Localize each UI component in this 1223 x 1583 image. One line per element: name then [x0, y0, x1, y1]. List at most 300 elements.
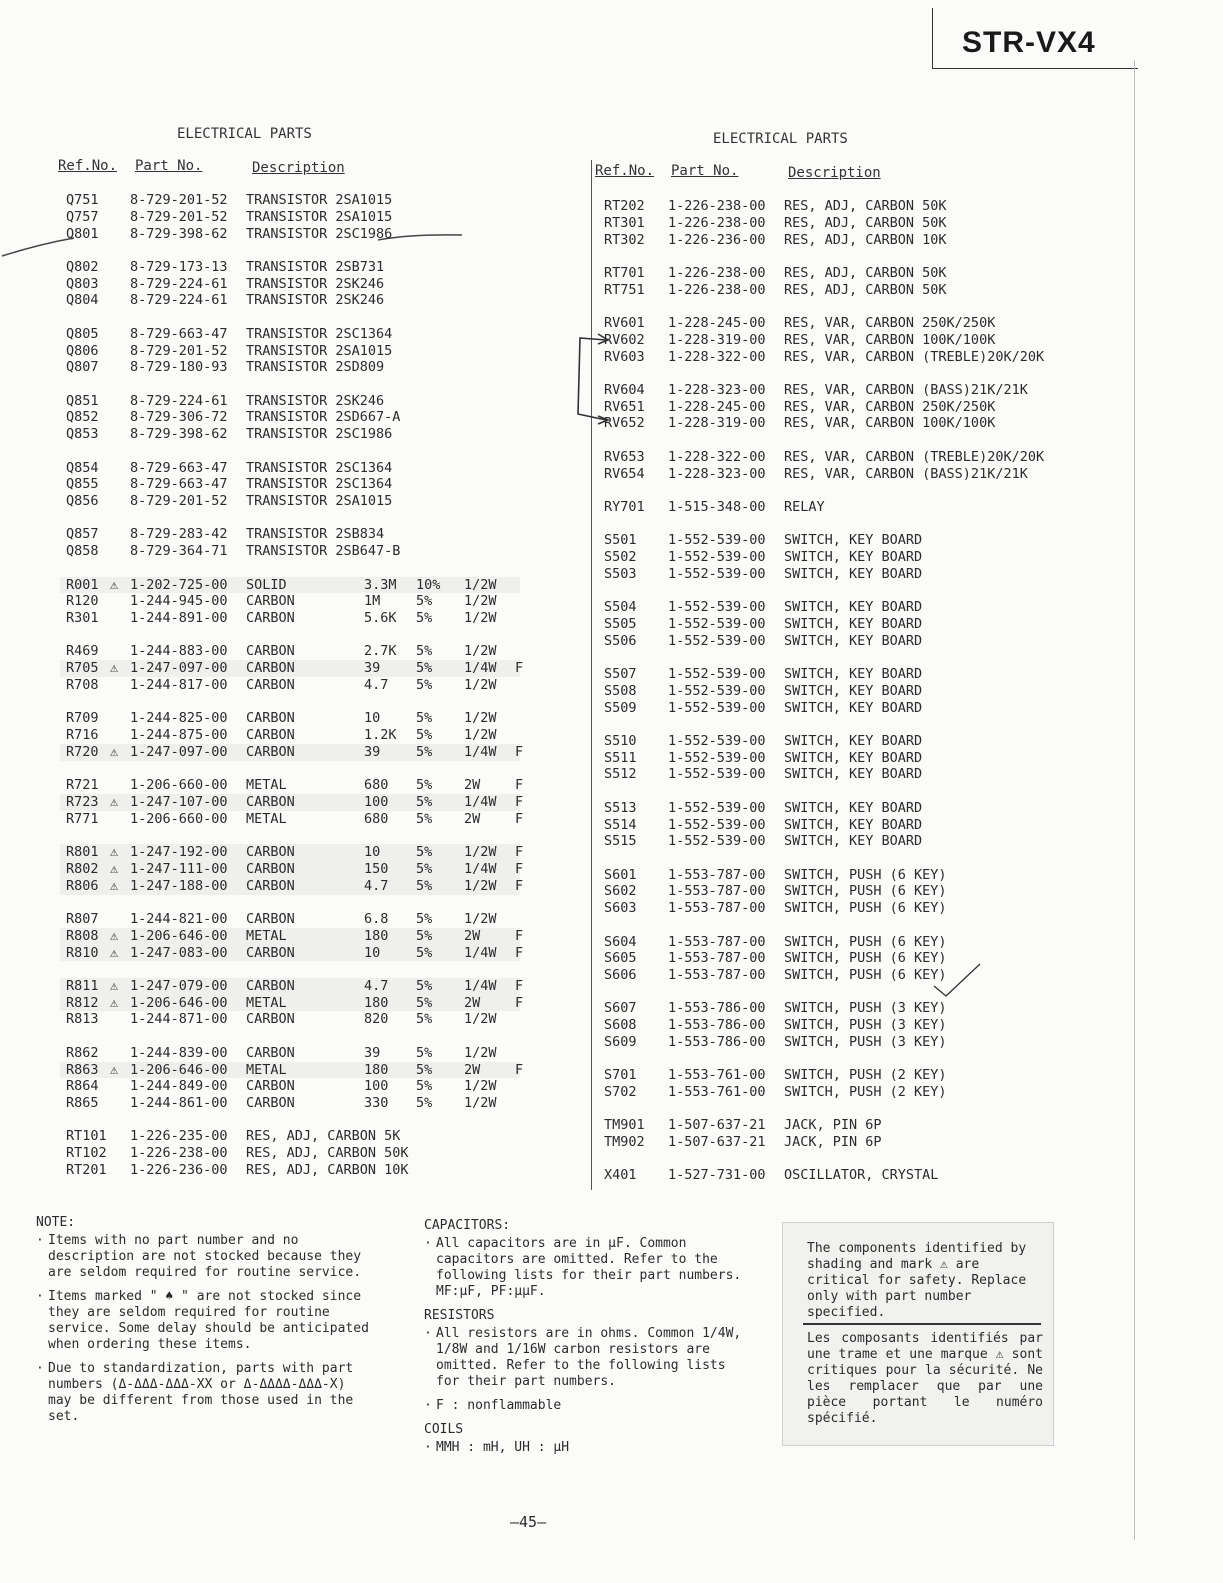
part-number: 8-729-201-52 — [130, 342, 228, 359]
ref-number: R705 — [66, 660, 99, 677]
safety-mark-icon: ⚠ — [110, 1061, 119, 1078]
part-number: 1-507-637-21 — [668, 1117, 766, 1134]
tolerance: 5% — [416, 1061, 433, 1078]
resistance-value: 180 — [364, 927, 389, 944]
part-row — [66, 343, 546, 360]
ref-number: RT751 — [604, 281, 645, 298]
part-number: 1-527-731-00 — [668, 1167, 766, 1184]
part-row — [604, 232, 1114, 249]
wattage: 2W — [464, 777, 481, 794]
part-number: 1-552-539-00 — [668, 632, 766, 649]
wattage: 1/2W — [464, 1044, 497, 1061]
part-number: 8-729-173-13 — [130, 258, 228, 275]
part-row — [604, 1017, 1114, 1034]
part-number: 8-729-201-52 — [130, 208, 228, 225]
description: SWITCH, PUSH (3 KEY) — [784, 1017, 947, 1034]
resistance-value: 2.7K — [364, 643, 397, 660]
part-row — [604, 934, 1114, 951]
ref-number: R120 — [66, 593, 99, 610]
part-row — [604, 1134, 1114, 1151]
description: JACK, PIN 6P — [784, 1134, 882, 1151]
ref-number: R807 — [66, 911, 99, 927]
ref-number: S504 — [604, 599, 637, 616]
description: CARBON — [246, 1044, 295, 1061]
ref-number: R811 — [66, 977, 99, 994]
ref-number: S505 — [604, 615, 637, 632]
ref-number: RV654 — [604, 465, 645, 482]
ref-number: TM902 — [604, 1134, 645, 1151]
resistance-value: 100 — [364, 1078, 389, 1095]
part-number: 1-247-188-00 — [130, 877, 228, 894]
description: TRANSISTOR 2SA1015 — [246, 342, 393, 359]
part-number: 1-228-322-00 — [668, 448, 766, 465]
part-number: 1-247-079-00 — [130, 977, 228, 994]
part-row — [604, 950, 1114, 967]
description: RES, VAR, CARBON 250K/250K — [784, 314, 996, 331]
group-gap — [604, 984, 1114, 1001]
part-row — [66, 710, 546, 727]
group-gap — [604, 716, 1114, 733]
part-row — [604, 1084, 1114, 1101]
pen-arrow-mark — [0, 226, 470, 266]
description: SOLID — [246, 576, 287, 593]
part-row — [66, 610, 546, 627]
part-number: 1-244-825-00 — [130, 710, 228, 727]
nonflammable-flag: F — [515, 944, 524, 961]
part-row — [604, 349, 1114, 366]
description: SWITCH, KEY BOARD — [784, 699, 923, 716]
part-number: 8-729-398-62 — [130, 225, 228, 242]
description: CARBON — [246, 593, 295, 610]
wattage: 1/2W — [464, 877, 497, 894]
ref-number: S605 — [604, 950, 637, 967]
tolerance: 5% — [416, 777, 433, 794]
part-number: 1-226-238-00 — [130, 1145, 228, 1162]
part-row — [66, 978, 546, 995]
ref-number: Q858 — [66, 543, 99, 560]
nonflammable-flag: F — [515, 777, 524, 794]
tolerance: 5% — [416, 927, 433, 944]
tolerance: 5% — [416, 727, 433, 744]
part-number: 1-552-539-00 — [668, 682, 766, 699]
safety-notice-english: The components identified by shading and mark ⚠ are critical for safety. Replace only with part number specified. — [807, 1241, 1027, 1320]
ref-number: S602 — [604, 883, 637, 900]
part-row — [66, 393, 546, 410]
group-gap — [66, 376, 546, 393]
group-gap — [66, 560, 546, 577]
description: SWITCH, PUSH (2 KEY) — [784, 1084, 947, 1101]
resistance-value: 1M — [364, 593, 381, 610]
ref-number: S506 — [604, 632, 637, 649]
part-number: 1-247-097-00 — [130, 660, 228, 677]
description: RES, VAR, CARBON 100K/100K — [784, 331, 996, 348]
description: SWITCH, KEY BOARD — [784, 833, 923, 850]
resistance-value: 4.7 — [364, 877, 389, 894]
part-number: 1-226-235-00 — [130, 1128, 228, 1145]
part-row — [66, 794, 546, 811]
part-number: 1-206-660-00 — [130, 810, 228, 827]
wattage: 2W — [464, 994, 481, 1011]
wattage: 1/4W — [464, 743, 497, 760]
ref-number: S507 — [604, 665, 637, 682]
ref-number: S511 — [604, 749, 637, 766]
part-number: 1-226-238-00 — [668, 214, 766, 231]
part-row — [66, 1045, 546, 1062]
group-gap — [604, 1151, 1114, 1168]
coils-note: · MMH : mH, UH : μH — [424, 1440, 754, 1456]
part-row — [66, 1062, 546, 1079]
group-gap — [66, 1028, 546, 1045]
ref-number: Q803 — [66, 275, 99, 292]
part-number: 1-552-539-00 — [668, 833, 766, 850]
part-number: 1-553-787-00 — [668, 967, 766, 984]
description: METAL — [246, 810, 287, 827]
description: TRANSISTOR 2SK246 — [246, 275, 385, 292]
part-row — [66, 543, 546, 560]
ref-number: R862 — [66, 1044, 99, 1061]
ref-number: R723 — [66, 794, 99, 811]
description: CARBON — [246, 944, 295, 961]
part-row — [66, 460, 546, 477]
ref-number: R301 — [66, 610, 99, 627]
left-header-part: Part No. — [135, 158, 203, 174]
description: TRANSISTOR 2SA1015 — [246, 192, 393, 208]
group-gap — [604, 583, 1114, 600]
ref-number: R810 — [66, 944, 99, 961]
tolerance: 5% — [416, 794, 433, 811]
part-number: 1-552-539-00 — [668, 599, 766, 616]
ref-number: R721 — [66, 777, 99, 794]
description: TRANSISTOR 2SC1364 — [246, 459, 393, 476]
description: RES, ADJ, CARBON 50K — [784, 281, 947, 298]
ref-number: R802 — [66, 860, 99, 877]
part-number: 1-244-839-00 — [130, 1044, 228, 1061]
description: RELAY — [784, 498, 825, 515]
part-number: 8-729-663-47 — [130, 459, 228, 476]
ref-number: Q757 — [66, 208, 99, 225]
description: CARBON — [246, 877, 295, 894]
safety-mark-icon: ⚠ — [110, 877, 119, 894]
part-number: 1-552-539-00 — [668, 732, 766, 749]
description: CARBON — [246, 860, 295, 877]
group-gap — [66, 309, 546, 326]
ref-number: Q751 — [66, 192, 99, 208]
part-number: 1-206-646-00 — [130, 1061, 228, 1078]
part-number: 1-244-849-00 — [130, 1078, 228, 1095]
description: SWITCH, PUSH (2 KEY) — [784, 1067, 947, 1084]
ref-number: Q853 — [66, 426, 99, 443]
resistance-value: 6.8 — [364, 911, 389, 927]
right-header-part: Part No. — [671, 163, 739, 179]
part-number: 1-552-539-00 — [668, 665, 766, 682]
resistance-value: 3.3M — [364, 576, 397, 593]
description: TRANSISTOR 2SB647-B — [246, 543, 401, 560]
ref-number: R001 — [66, 576, 99, 593]
wattage: 1/2W — [464, 677, 497, 694]
part-number: 8-729-398-62 — [130, 426, 228, 443]
part-row — [604, 683, 1114, 700]
resistance-value: 680 — [364, 777, 389, 794]
part-row — [66, 677, 546, 694]
description: METAL — [246, 777, 287, 794]
ref-number: Q856 — [66, 493, 99, 510]
wattage: 2W — [464, 1061, 481, 1078]
part-row — [604, 666, 1114, 683]
part-row — [66, 643, 546, 660]
description: SWITCH, PUSH (6 KEY) — [784, 967, 947, 984]
description: TRANSISTOR 2SC1986 — [246, 426, 393, 443]
description: CARBON — [246, 710, 295, 727]
part-number: 1-553-761-00 — [668, 1067, 766, 1084]
description: CARBON — [246, 844, 295, 861]
group-gap — [66, 443, 546, 460]
part-row — [66, 593, 546, 610]
group-gap — [66, 694, 546, 711]
part-row — [604, 566, 1114, 583]
resistance-value: 1.2K — [364, 727, 397, 744]
ref-number: R801 — [66, 844, 99, 861]
part-number: 1-226-236-00 — [130, 1162, 228, 1179]
group-gap — [604, 1101, 1114, 1118]
model-title: STR-VX4 — [962, 26, 1096, 59]
part-number: 1-552-539-00 — [668, 699, 766, 716]
part-row — [604, 382, 1114, 399]
part-row — [66, 777, 546, 794]
part-number: 8-729-364-71 — [130, 543, 228, 560]
part-row — [604, 499, 1114, 516]
group-gap — [604, 432, 1114, 449]
ref-number: X401 — [604, 1167, 637, 1184]
part-number: 1-552-539-00 — [668, 532, 766, 549]
part-row — [66, 995, 546, 1012]
part-number: 1-553-786-00 — [668, 1033, 766, 1050]
part-row — [604, 599, 1114, 616]
ref-number: Q857 — [66, 526, 99, 543]
ref-number: RT701 — [604, 264, 645, 281]
ref-number: S608 — [604, 1017, 637, 1034]
ref-number: S501 — [604, 532, 637, 549]
resistance-value: 180 — [364, 1061, 389, 1078]
resistance-value: 10 — [364, 944, 381, 961]
ref-number: R709 — [66, 710, 99, 727]
description: METAL — [246, 927, 287, 944]
group-gap — [604, 649, 1114, 666]
description: TRANSISTOR 2SC1364 — [246, 325, 393, 342]
left-header-ref: Ref.No. — [58, 158, 118, 174]
tolerance: 5% — [416, 977, 433, 994]
part-row — [66, 192, 546, 209]
part-number: 1-552-539-00 — [668, 615, 766, 632]
resistance-value: 330 — [364, 1095, 389, 1112]
description: CARBON — [246, 743, 295, 760]
ref-number: S604 — [604, 933, 637, 950]
coils-heading: COILS — [424, 1422, 464, 1437]
tolerance: 5% — [416, 610, 433, 627]
resistance-value: 10 — [364, 844, 381, 861]
description: RES, VAR, CARBON (BASS)21K/21K — [784, 381, 1028, 398]
safety-mark-icon: ⚠ — [110, 994, 119, 1011]
part-number: 8-729-201-52 — [130, 493, 228, 510]
part-number: 1-553-786-00 — [668, 1000, 766, 1017]
part-number: 1-226-236-00 — [668, 231, 766, 248]
resistance-value: 10 — [364, 710, 381, 727]
safety-mark-icon: ⚠ — [110, 944, 119, 961]
nonflammable-flag: F — [515, 860, 524, 877]
tolerance: 5% — [416, 1095, 433, 1112]
tolerance: 5% — [416, 743, 433, 760]
description: RES, VAR, CARBON 250K/250K — [784, 398, 996, 415]
ref-number: R812 — [66, 994, 99, 1011]
ref-number: RV602 — [604, 331, 645, 348]
part-row — [604, 750, 1114, 767]
description: CARBON — [246, 727, 295, 744]
safety-shading — [60, 928, 520, 945]
part-number: 1-206-660-00 — [130, 777, 228, 794]
ref-number: Q851 — [66, 392, 99, 409]
part-row — [604, 265, 1114, 282]
description: RES, ADJ, CARBON 50K — [784, 214, 947, 231]
safety-notice-french: Les composants identifiés par une trame et une marque ⚠ sont critiques pour la sécurité. Ne les remplacer que par une pièce portant le numéro spécifié. — [807, 1331, 1043, 1426]
part-number: 1-247-107-00 — [130, 794, 228, 811]
safety-shading — [60, 1062, 520, 1079]
description: CARBON — [246, 1078, 295, 1095]
part-number: 1-247-111-00 — [130, 860, 228, 877]
part-number: 8-729-180-93 — [130, 359, 228, 376]
part-row — [66, 1011, 546, 1028]
part-number: 1-507-637-21 — [668, 1134, 766, 1151]
left-parts-list — [66, 192, 546, 1179]
right-column-rule — [591, 160, 592, 1190]
safety-mark-icon: ⚠ — [110, 794, 119, 811]
part-row — [604, 883, 1114, 900]
ref-number: R469 — [66, 643, 99, 660]
description: RES, ADJ, CARBON 10K — [246, 1162, 409, 1179]
part-number: 8-729-663-47 — [130, 325, 228, 342]
ref-number: RT301 — [604, 214, 645, 231]
part-number: 1-553-787-00 — [668, 883, 766, 900]
part-row — [604, 315, 1114, 332]
group-gap — [604, 482, 1114, 499]
ref-number: Q801 — [66, 225, 99, 242]
description: SWITCH, KEY BOARD — [784, 665, 923, 682]
nonflammable-flag: F — [515, 877, 524, 894]
part-row — [604, 215, 1114, 232]
ref-number: R864 — [66, 1078, 99, 1095]
safety-shading — [60, 995, 520, 1012]
wattage: 1/4W — [464, 660, 497, 677]
ref-number: TM901 — [604, 1117, 645, 1134]
part-row — [66, 1078, 546, 1095]
part-row — [604, 332, 1114, 349]
nonflammable-flag: F — [515, 1061, 524, 1078]
notes-general — [36, 1215, 376, 1433]
group-gap — [604, 850, 1114, 867]
part-number: 8-729-283-42 — [130, 526, 228, 543]
resistance-value: 180 — [364, 994, 389, 1011]
part-number: 1-206-646-00 — [130, 994, 228, 1011]
part-number: 1-553-787-00 — [668, 866, 766, 883]
wattage: 1/2W — [464, 911, 497, 927]
description: SWITCH, PUSH (6 KEY) — [784, 883, 947, 900]
part-row — [66, 744, 546, 761]
part-row — [66, 1095, 546, 1112]
ref-number: R806 — [66, 877, 99, 894]
part-number: 1-228-245-00 — [668, 398, 766, 415]
tolerance: 5% — [416, 911, 433, 927]
wattage: 1/2W — [464, 593, 497, 610]
part-row — [604, 282, 1114, 299]
description: METAL — [246, 1061, 287, 1078]
part-row — [66, 945, 546, 962]
nonflammable-flag: F — [515, 927, 524, 944]
description: RES, VAR, CARBON (BASS)21K/21K — [784, 465, 1028, 482]
part-number: 8-729-663-47 — [130, 476, 228, 493]
part-row — [604, 549, 1114, 566]
part-row — [66, 727, 546, 744]
part-row — [604, 867, 1114, 884]
wattage: 1/2W — [464, 1078, 497, 1095]
description: RES, ADJ, CARBON 50K — [784, 264, 947, 281]
group-gap — [604, 365, 1114, 382]
wattage: 1/2W — [464, 576, 497, 593]
group-gap — [604, 783, 1114, 800]
part-number: 1-552-539-00 — [668, 565, 766, 582]
resistance-value: 680 — [364, 810, 389, 827]
ref-number: S503 — [604, 565, 637, 582]
part-row — [604, 1034, 1114, 1051]
description: METAL — [246, 994, 287, 1011]
note-item: · Items with no part number and no description are not stocked because they are seldom required for routine service. — [36, 1233, 376, 1281]
description: TRANSISTOR 2SB834 — [246, 526, 385, 543]
description: CARBON — [246, 660, 295, 677]
part-row — [604, 198, 1114, 215]
description: CARBON — [246, 610, 295, 627]
part-row — [604, 817, 1114, 834]
wattage: 1/4W — [464, 794, 497, 811]
ref-number: RV652 — [604, 415, 645, 432]
description: TRANSISTOR 2SB731 — [246, 258, 385, 275]
description: RES, VAR, CARBON (TREBLE)20K/20K — [784, 448, 1045, 465]
safety-mark-icon: ⚠ — [110, 660, 119, 677]
pen-bracket-mark — [566, 330, 616, 430]
ref-number: RT102 — [66, 1145, 107, 1162]
tolerance: 5% — [416, 860, 433, 877]
ref-number: RV603 — [604, 348, 645, 365]
description: SWITCH, PUSH (3 KEY) — [784, 1033, 947, 1050]
wattage: 1/2W — [464, 643, 497, 660]
ref-number: R808 — [66, 927, 99, 944]
tolerance: 10% — [416, 576, 441, 593]
description: SWITCH, KEY BOARD — [784, 732, 923, 749]
wattage: 1/2W — [464, 1011, 497, 1028]
description: CARBON — [246, 1011, 295, 1028]
pen-check-mark — [930, 960, 990, 1000]
ref-number: Q804 — [66, 292, 99, 309]
ref-number: S512 — [604, 766, 637, 783]
ref-number: RV604 — [604, 381, 645, 398]
note-heading: NOTE: — [36, 1215, 76, 1230]
ref-number: Q805 — [66, 325, 99, 342]
ref-number: R720 — [66, 743, 99, 760]
ref-number: RT201 — [66, 1162, 107, 1179]
ref-number: S603 — [604, 900, 637, 917]
description: SWITCH, PUSH (6 KEY) — [784, 866, 947, 883]
part-number: 1-228-319-00 — [668, 415, 766, 432]
ref-number: S508 — [604, 682, 637, 699]
ref-number: S609 — [604, 1033, 637, 1050]
part-number: 8-729-224-61 — [130, 275, 228, 292]
part-number: 1-228-322-00 — [668, 348, 766, 365]
